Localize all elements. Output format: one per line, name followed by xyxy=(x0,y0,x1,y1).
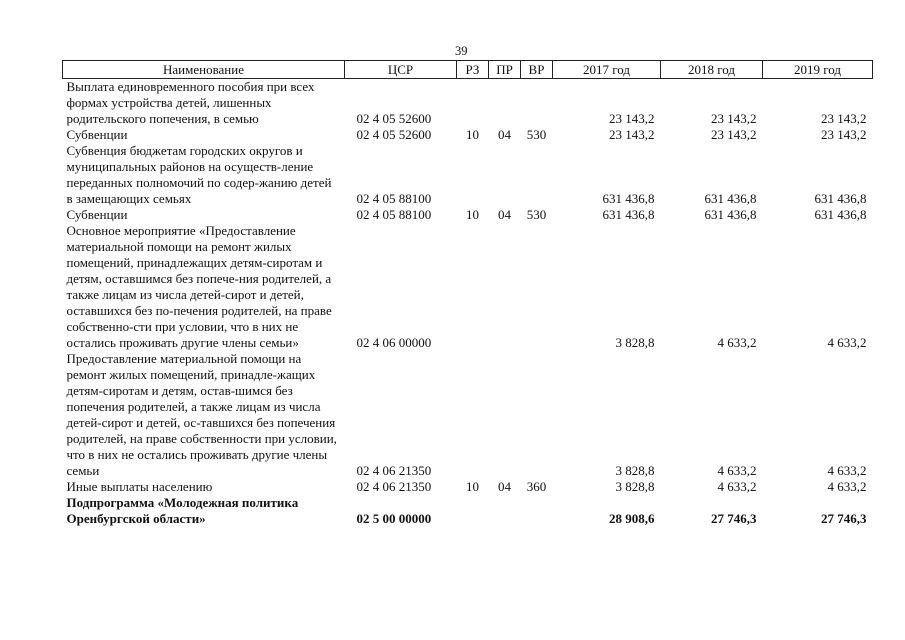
cell-y2017: 631 436,8 xyxy=(602,191,655,206)
cell-y2017: 631 436,8 xyxy=(602,207,655,222)
cell-rz: 10 xyxy=(466,479,479,494)
cell-y2017: 3 828,8 xyxy=(615,335,655,350)
cell-csr: 02 4 06 21350 xyxy=(356,479,432,494)
header-2017: 2017 год xyxy=(553,61,661,79)
cell-y2019: 27 746,3 xyxy=(821,511,867,526)
cell-pr xyxy=(489,351,521,479)
cell-name: Субвенция бюджетам городских округов и муниципальных районов на осуществ-ление переданных полномочий по содер-жанию детей в замещающих семьях xyxy=(66,143,332,206)
header-row xyxy=(63,61,873,79)
cell-csr: 02 4 06 00000 xyxy=(356,335,432,350)
cell-csr: 02 4 06 21350 xyxy=(356,463,432,478)
cell-csr: 02 5 00 00000 xyxy=(356,511,432,526)
cell-rz xyxy=(457,223,489,351)
cell-y2017: 23 143,2 xyxy=(609,111,655,126)
cell-csr: 02 4 05 52600 xyxy=(356,127,432,142)
table-row xyxy=(63,223,873,351)
table-row xyxy=(63,351,873,479)
cell-pr xyxy=(489,495,521,527)
cell-csr: 02 4 05 88100 xyxy=(356,191,432,206)
cell-rz xyxy=(457,143,489,207)
header-pr: ПР xyxy=(489,61,521,79)
cell-pr: 04 xyxy=(498,207,511,222)
cell-name: Иные выплаты населению xyxy=(66,479,213,494)
cell-rz: 10 xyxy=(466,207,479,222)
cell-y2017: 3 828,8 xyxy=(615,479,655,494)
cell-name: Субвенции xyxy=(66,207,128,222)
cell-name: Предоставление материальной помощи на ремонт жилых помещений, принадле-жащих детям-сиротам и детям, остав-шимся без попечения родителей, а также лицам из числа детей-сирот и детей, ос-тавшихся без попечения родителей, на праве собственности при условии, что в них не остались проживать другие члены семьи xyxy=(66,351,337,478)
table-row xyxy=(63,495,873,527)
cell-rz: 10 xyxy=(466,127,479,142)
cell-vr: 530 xyxy=(526,207,547,222)
cell-y2019: 631 436,8 xyxy=(814,191,867,206)
cell-name: Подпрограмма «Молодежная политика Оренбургской области» xyxy=(66,495,299,526)
cell-y2019: 4 633,2 xyxy=(827,463,867,478)
cell-y2018: 23 143,2 xyxy=(711,127,757,142)
cell-vr xyxy=(521,495,553,527)
header-vr: ВР xyxy=(521,61,553,79)
table-row xyxy=(63,127,873,143)
cell-pr xyxy=(489,143,521,207)
header-2019: 2019 год xyxy=(763,61,873,79)
cell-y2017: 3 828,8 xyxy=(615,463,655,478)
cell-vr: 530 xyxy=(526,127,547,142)
header-csr: ЦСР xyxy=(345,61,457,79)
cell-y2019: 4 633,2 xyxy=(827,335,867,350)
header-name: Наименование xyxy=(63,61,345,79)
cell-y2018: 631 436,8 xyxy=(704,191,757,206)
table-row xyxy=(63,479,873,495)
cell-y2019: 23 143,2 xyxy=(821,127,867,142)
header-rz: РЗ xyxy=(457,61,489,79)
cell-y2019: 23 143,2 xyxy=(821,111,867,126)
cell-name: Основное мероприятие «Предоставление материальной помощи на ремонт жилых помещений, принадлежащих детям-сиротам и детям, оставшимся без попече-ния родителей, а также лицам из числа детей-сирот и детей, оставшихся без по-печения родителей, на праве собственно-сти при условии, что в них не остались проживать другие члены семьи» xyxy=(66,223,332,350)
cell-rz xyxy=(457,495,489,527)
cell-vr xyxy=(521,223,553,351)
header-2018: 2018 год xyxy=(661,61,763,79)
cell-rz xyxy=(457,79,489,128)
cell-y2018: 4 633,2 xyxy=(717,479,757,494)
cell-y2017: 28 908,6 xyxy=(609,511,655,526)
cell-pr xyxy=(489,79,521,128)
cell-y2019: 631 436,8 xyxy=(814,207,867,222)
cell-csr: 02 4 05 52600 xyxy=(356,111,432,126)
cell-y2018: 23 143,2 xyxy=(711,111,757,126)
page-number: 39 xyxy=(455,44,468,58)
cell-vr xyxy=(521,351,553,479)
budget-table xyxy=(62,60,873,527)
table-header xyxy=(63,61,873,79)
cell-y2019: 4 633,2 xyxy=(827,479,867,494)
cell-pr: 04 xyxy=(498,127,511,142)
cell-csr: 02 4 05 88100 xyxy=(356,207,432,222)
cell-y2018: 4 633,2 xyxy=(717,335,757,350)
cell-rz xyxy=(457,351,489,479)
cell-name: Выплата единовременного пособия при всех формах устройства детей, лишенных родительского попечения, в семью xyxy=(66,79,315,126)
cell-y2017: 23 143,2 xyxy=(609,127,655,142)
cell-vr xyxy=(521,143,553,207)
cell-pr: 04 xyxy=(498,479,511,494)
table-row xyxy=(63,79,873,128)
table-body xyxy=(63,79,873,528)
table-row xyxy=(63,207,873,223)
cell-vr xyxy=(521,79,553,128)
cell-pr xyxy=(489,223,521,351)
cell-name: Субвенции xyxy=(66,127,128,142)
cell-vr: 360 xyxy=(526,479,547,494)
cell-y2018: 631 436,8 xyxy=(704,207,757,222)
cell-y2018: 27 746,3 xyxy=(711,511,757,526)
table-row xyxy=(63,143,873,207)
cell-y2018: 4 633,2 xyxy=(717,463,757,478)
